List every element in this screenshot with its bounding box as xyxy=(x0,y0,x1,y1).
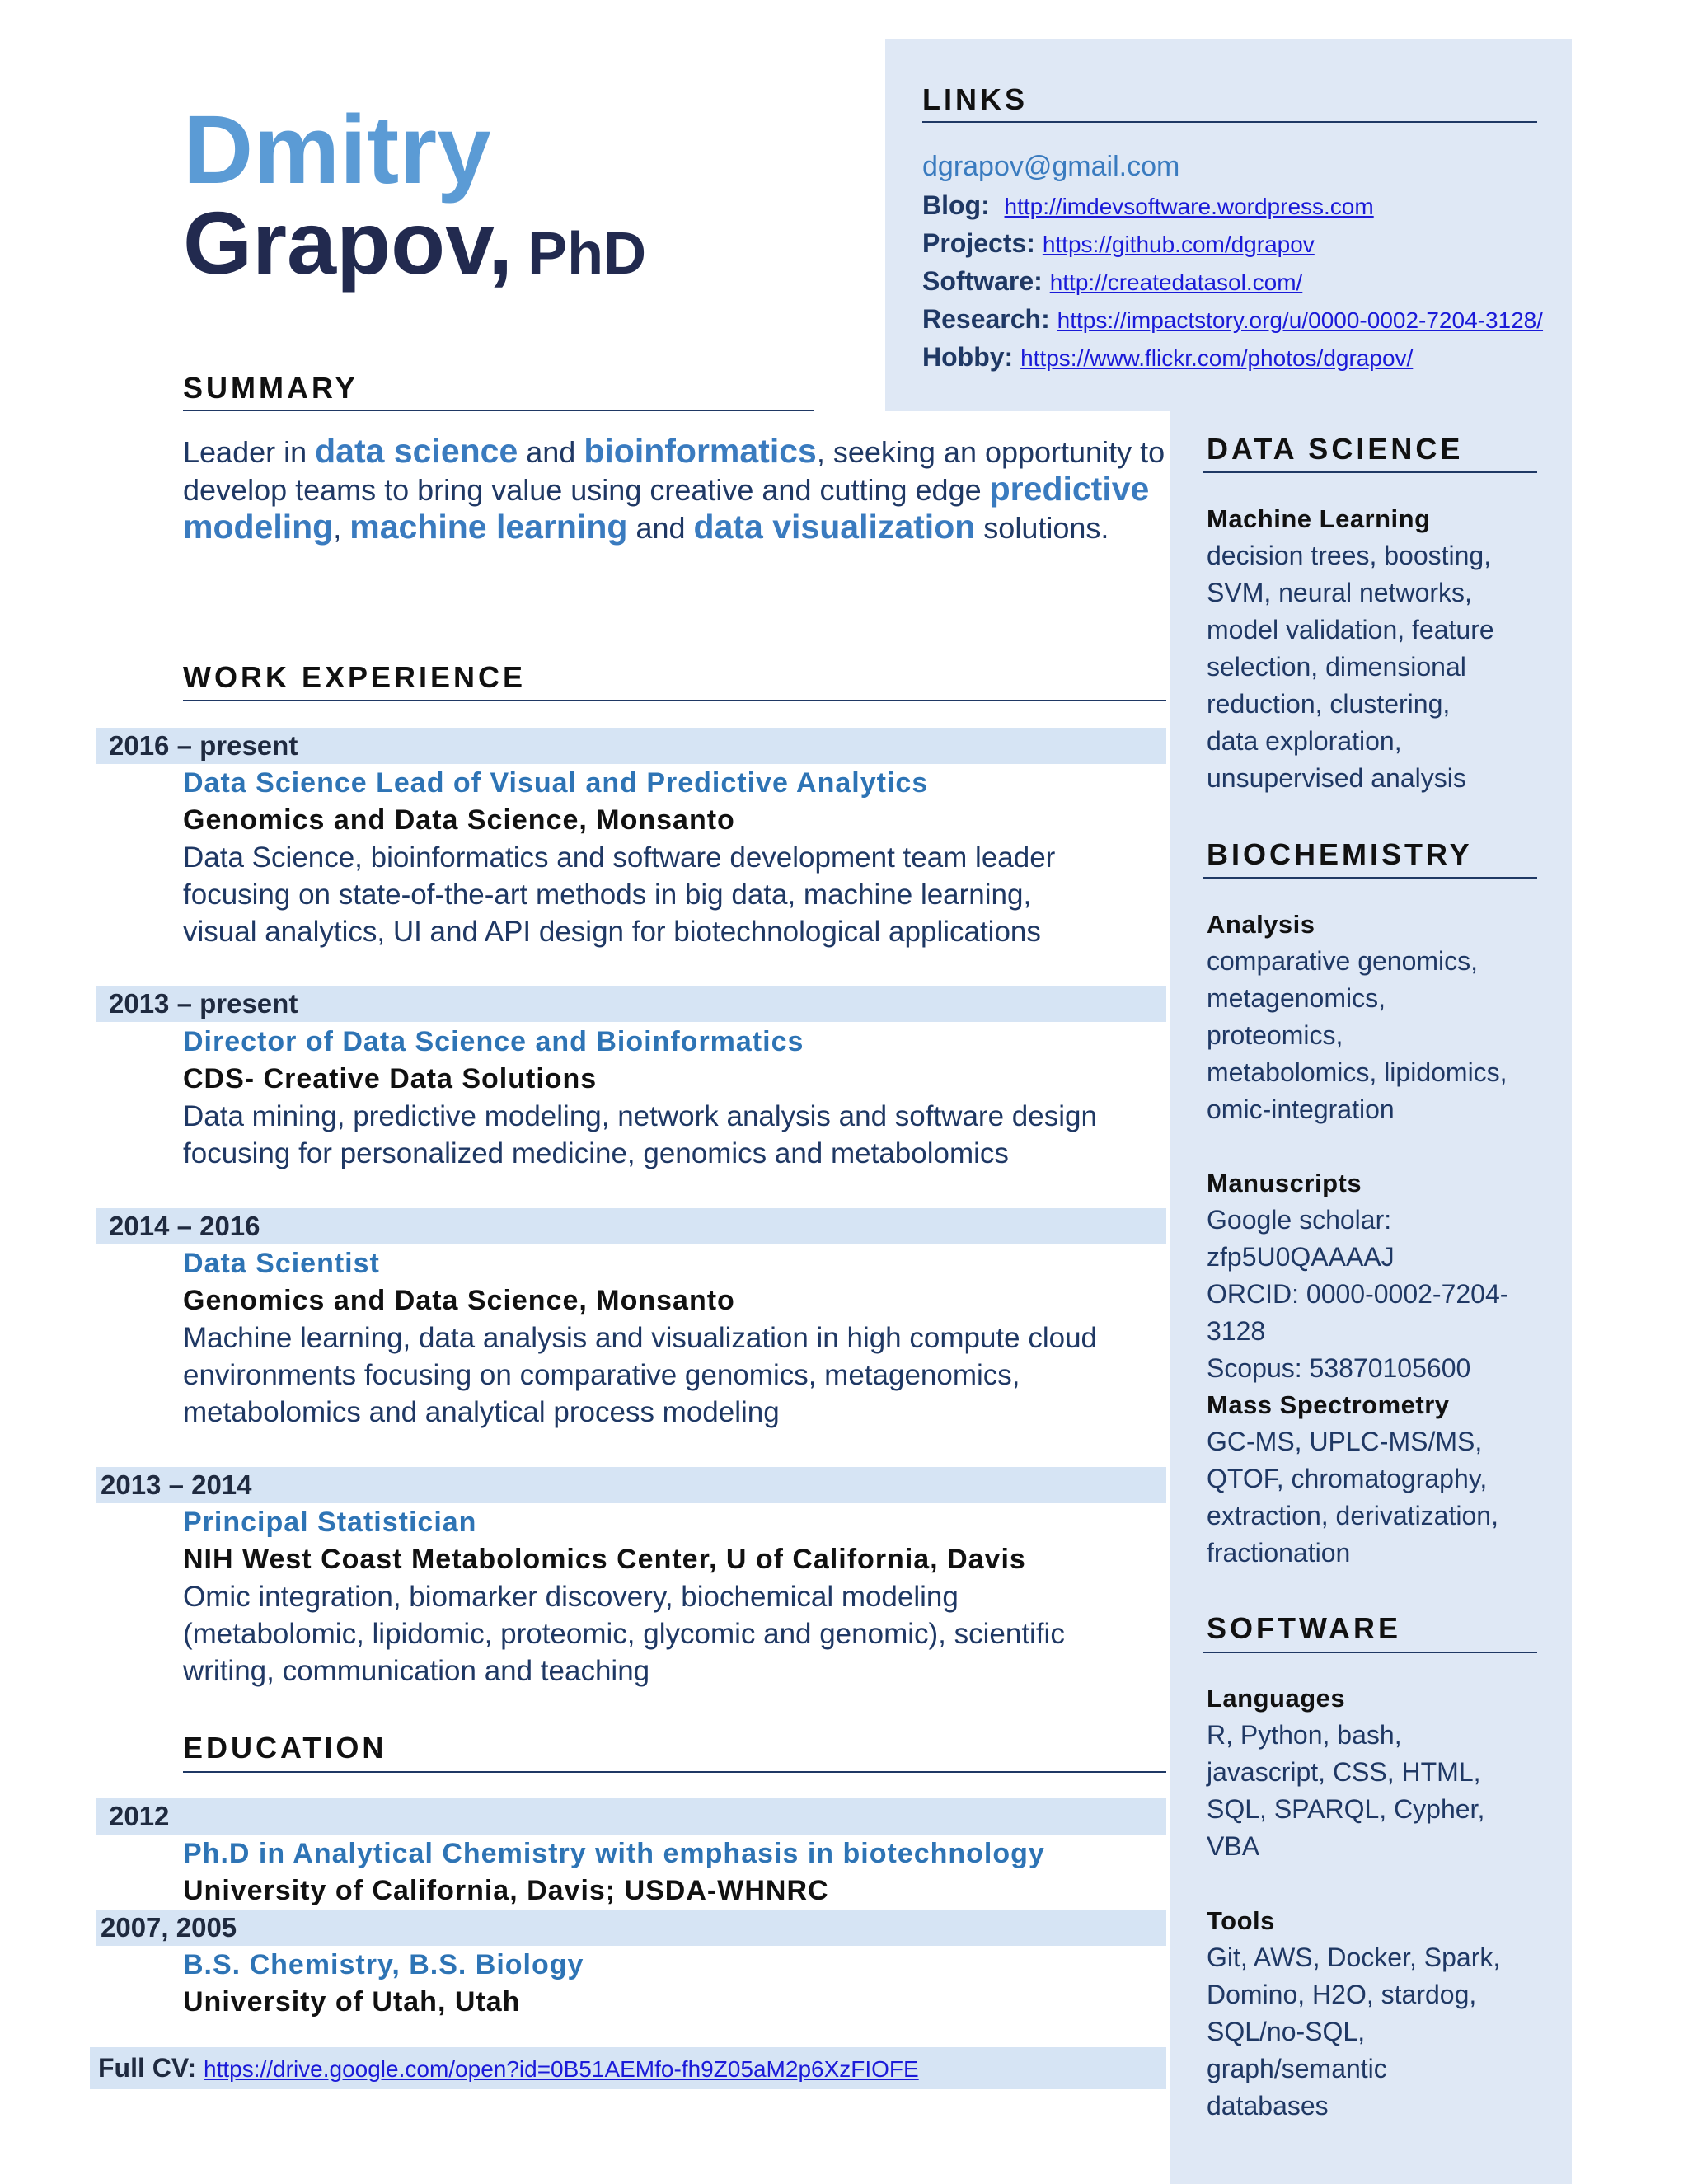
degree-title: Ph.D in Analytical Chemistry with emphasis in biotechnology xyxy=(183,1838,1045,1869)
job-dates: 2016 – present xyxy=(96,728,1166,764)
link-label: Projects: xyxy=(922,228,1035,258)
skill-group xyxy=(1207,1680,1561,1865)
skill-group xyxy=(1207,1165,1561,1387)
email-link[interactable]: dgrapov@gmail.com xyxy=(922,151,1180,182)
skill-group xyxy=(1207,1386,1561,1572)
job-dates: 2013 – present xyxy=(96,986,1166,1022)
link-label: Blog: xyxy=(922,190,990,220)
job-description: Machine learning, data analysis and visualization in high compute cloud environments focusing on comparative genomics, metagenomics, metabolomics and analytical process modeling xyxy=(183,1322,1098,1428)
sidebar-divider xyxy=(1203,471,1537,473)
summary-heading: SUMMARY xyxy=(183,371,359,405)
link-research xyxy=(922,301,1543,339)
summary-highlight: bioinformatics xyxy=(584,432,817,470)
link-software xyxy=(922,263,1543,301)
skill-group xyxy=(1207,906,1561,1128)
job-org: Genomics and Data Science, Monsanto xyxy=(183,1285,735,1316)
last-name xyxy=(183,194,646,293)
link-label: Software: xyxy=(922,266,1043,296)
job-description: Data mining, predictive modeling, network analysis and software design focusing for personalized medicine, genomics and metabolomics xyxy=(183,1100,1097,1169)
data-science-heading: DATA SCIENCE xyxy=(1207,432,1464,466)
projects-url[interactable]: https://github.com/dgrapov xyxy=(1042,232,1315,257)
edu-dates: 2007, 2005 xyxy=(96,1910,1166,1946)
research-url[interactable]: https://impactstory.org/u/0000-0002-7204-3128/ xyxy=(1057,307,1544,333)
summary-divider xyxy=(183,410,814,411)
full-cv-url[interactable]: https://drive.google.com/open?id=0B51AEMfo-fh9Z05aM2p6XzFIOFE xyxy=(204,2056,919,2082)
last-name-text: Grapov, xyxy=(183,193,513,293)
skill-group-title: Manuscripts xyxy=(1207,1169,1362,1197)
job-title: Data Scientist xyxy=(183,1248,380,1279)
summary-highlight: predictive modeling xyxy=(183,470,1150,546)
biochemistry-heading: BIOCHEMISTRY xyxy=(1207,837,1473,871)
school: University of Utah, Utah xyxy=(183,1986,521,2018)
job-title: Director of Data Science and Bioinformatics xyxy=(183,1026,804,1057)
link-projects xyxy=(922,225,1543,263)
job-org: Genomics and Data Science, Monsanto xyxy=(183,804,735,836)
full-cv-label: Full CV: xyxy=(98,2053,197,2083)
summary-seg: and xyxy=(518,435,584,469)
links-heading: LINKS xyxy=(922,82,1028,116)
job-entry xyxy=(183,1024,1172,1172)
skill-group-title: Mass Spectrometry xyxy=(1207,1390,1450,1419)
summary-seg: , seeking an opportunity to develop teams to bring value using creative and cutting edge xyxy=(183,435,1165,507)
skill-group-title: Tools xyxy=(1207,1906,1275,1935)
sidebar-divider xyxy=(1203,877,1537,879)
link-label: Hobby: xyxy=(922,342,1014,372)
summary-highlight: data science xyxy=(315,432,518,470)
job-description: Omic integration, biomarker discovery, biochemical modeling (metabolomic, lipidomic, proteomic, glycomic and genomic), scientific writing, communication and teaching xyxy=(183,1581,1065,1687)
link-blog xyxy=(922,187,1543,225)
skill-group-title: Machine Learning xyxy=(1207,504,1431,533)
education-divider xyxy=(183,1771,1166,1773)
job-org: CDS- Creative Data Solutions xyxy=(183,1063,598,1094)
degree-suffix: PhD xyxy=(528,221,647,287)
skill-group-title: Analysis xyxy=(1207,910,1315,939)
school: University of California, Davis; USDA-WHNRC xyxy=(183,1875,829,1906)
skill-group xyxy=(1207,1902,1561,2125)
sidebar-divider xyxy=(1203,1652,1537,1653)
skill-group-text: R, Python, bash, javascript, CSS, HTML, SQL, SPARQL, Cypher, VBA xyxy=(1207,1720,1485,1861)
skill-group-text: GC-MS, UPLC-MS/MS, QTOF, chromatography, extraction, derivatization, fractionation xyxy=(1207,1427,1498,1568)
education-heading: EDUCATION xyxy=(183,1731,387,1765)
summary-seg: Leader in xyxy=(183,435,316,469)
job-dates: 2014 – 2016 xyxy=(96,1208,1166,1244)
work-heading: WORK EXPERIENCE xyxy=(183,660,527,694)
software-url[interactable]: http://createdatasol.com/ xyxy=(1049,269,1303,295)
blog-url[interactable]: http://imdevsoftware.wordpress.com xyxy=(1004,194,1374,219)
job-entry xyxy=(183,765,1172,950)
summary-text xyxy=(183,433,1172,546)
job-entry xyxy=(183,1504,1172,1690)
first-name: Dmitry xyxy=(183,96,491,204)
job-org: NIH West Coast Metabolomics Center, U of California, Davis xyxy=(183,1544,1026,1575)
job-entry xyxy=(183,1245,1172,1431)
job-dates: 2013 – 2014 xyxy=(96,1467,1166,1503)
edu-entry xyxy=(183,1835,1172,1910)
skill-group-text: Git, AWS, Docker, Spark, Domino, H2O, stardog, SQL/no-SQL, graph/semantic databases xyxy=(1207,1943,1501,2121)
work-divider xyxy=(183,700,1166,701)
links-list xyxy=(922,148,1543,377)
summary-highlight: machine learning xyxy=(349,508,628,546)
summary-seg: , xyxy=(333,511,350,545)
summary-seg: solutions. xyxy=(975,511,1109,545)
software-heading: SOFTWARE xyxy=(1207,1611,1401,1645)
skill-group-title: Languages xyxy=(1207,1684,1346,1713)
links-divider xyxy=(922,121,1537,123)
link-hobby xyxy=(922,339,1543,377)
skill-group-text: decision trees, boosting, SVM, neural networks, model validation, feature selection, dimensional reduction, clustering, data exploration, unsupervised analysis xyxy=(1207,541,1494,793)
link-label: Research: xyxy=(922,304,1050,334)
edu-dates: 2012 xyxy=(96,1798,1166,1835)
hobby-url[interactable]: https://www.flickr.com/photos/dgrapov/ xyxy=(1020,345,1414,371)
skill-group xyxy=(1207,500,1561,797)
summary-seg: and xyxy=(627,511,694,545)
job-title: Principal Statistician xyxy=(183,1507,477,1538)
edu-entry xyxy=(183,1947,1172,2021)
job-description: Data Science, bioinformatics and software development team leader focusing on state-of-the-art methods in big data, machine learning, visual analytics, UI and API design for biotechnological applications xyxy=(183,841,1056,948)
skill-group-text: Google scholar: zfp5U0QAAAAJ ORCID: 0000-0002-7204-3128 Scopus: 53870105600 xyxy=(1207,1205,1509,1383)
full-cv-bar xyxy=(90,2047,1166,2089)
skill-group-text: comparative genomics, metagenomics, proteomics, metabolomics, lipidomics, omic-integration xyxy=(1207,946,1507,1124)
job-title: Data Science Lead of Visual and Predictive Analytics xyxy=(183,767,929,799)
summary-highlight: data visualization xyxy=(693,508,976,546)
degree-title: B.S. Chemistry, B.S. Biology xyxy=(183,1949,584,1980)
